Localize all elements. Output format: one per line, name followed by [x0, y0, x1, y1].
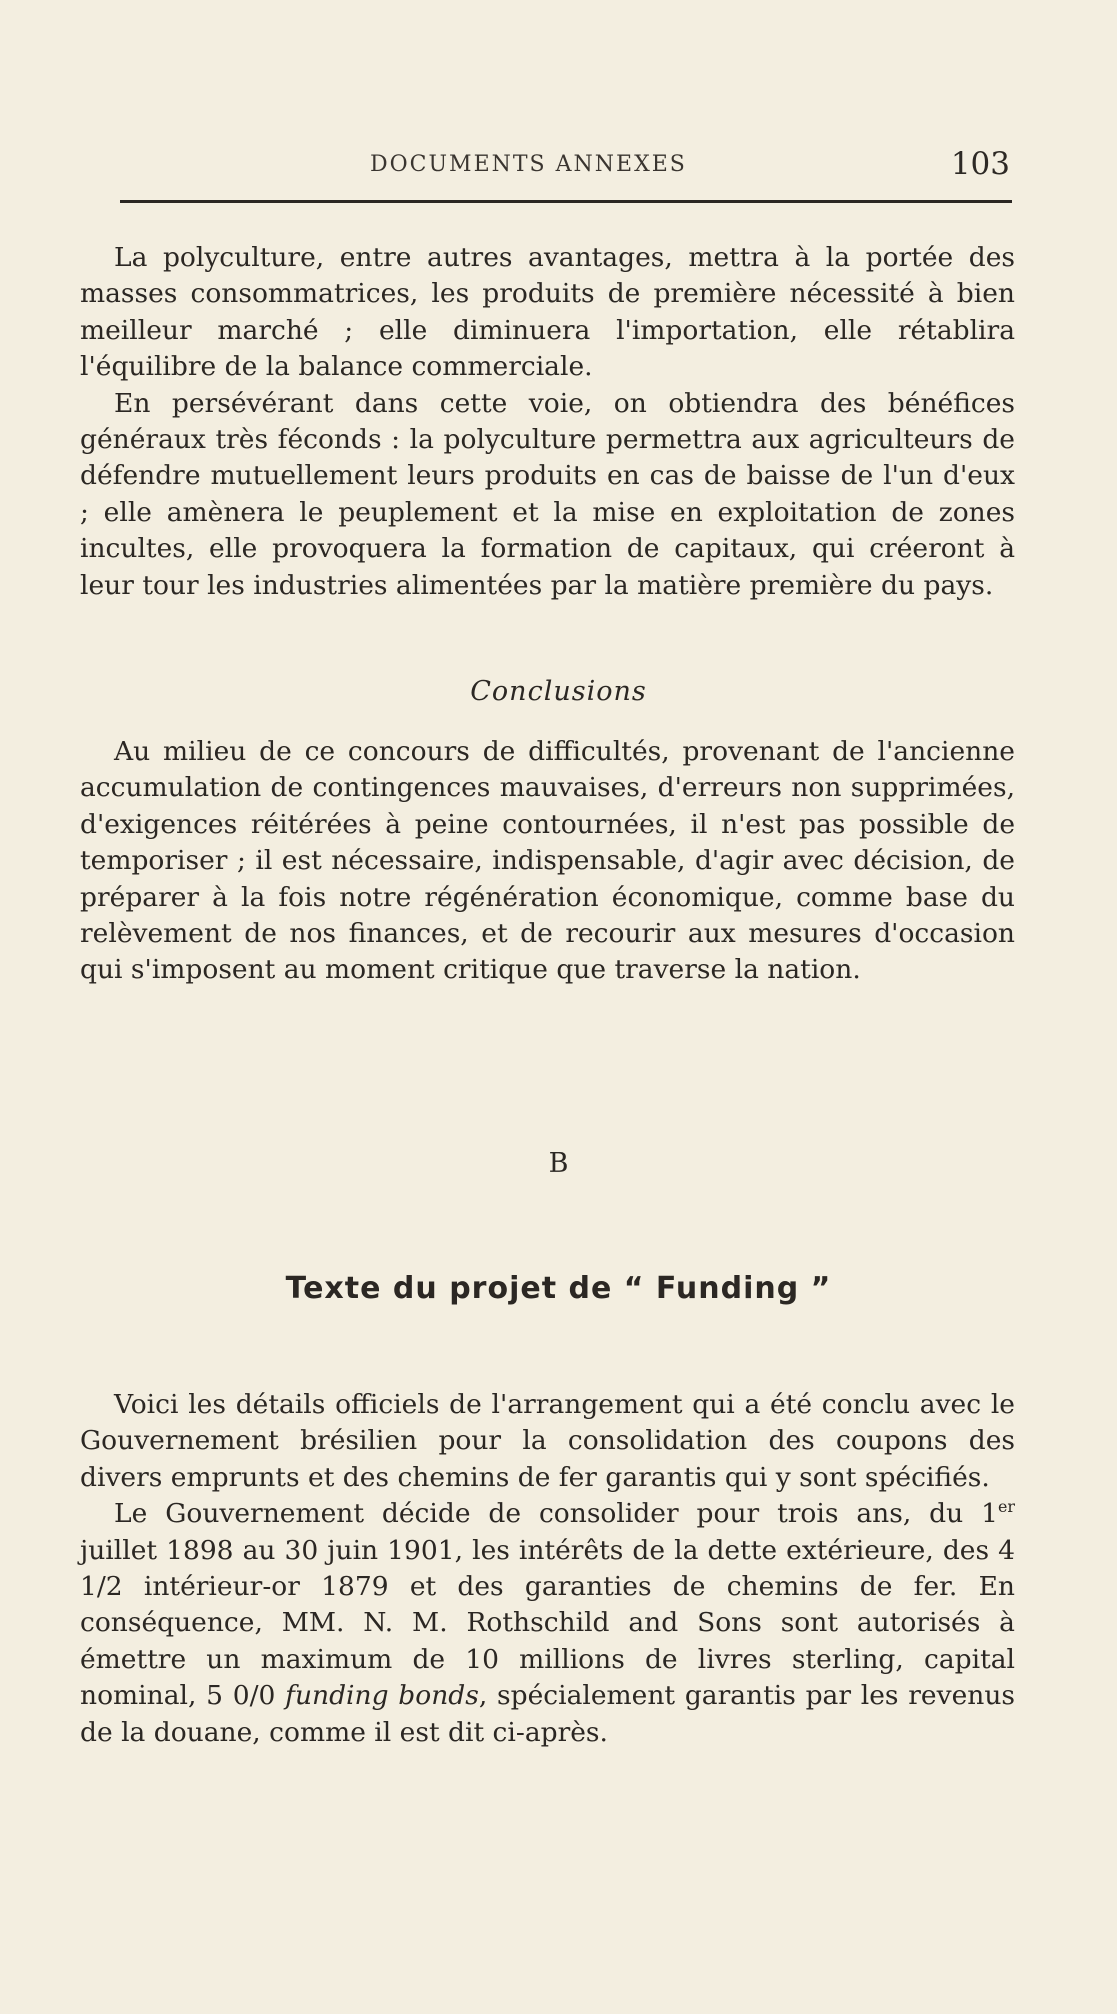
paragraph: Voici les détails officiels de l'arrangement qui a été conclu avec le Gouvernement brésilien pour la consolidation des coupons des divers emprunts et des chemins de fer garantis qui y sont spécifiés.: [80, 1389, 1015, 1493]
running-header: [80, 146, 1020, 190]
conclusions-heading: Conclusions: [470, 676, 647, 707]
section-a-text: [80, 240, 1015, 604]
section-heading: Texte du projet de “ Funding ”: [285, 1271, 832, 1306]
text-run: juillet 1898 au 30 juin 1901, les intérêts de la dette extérieure, des 4 1/2 intérieur-or 1879 et des garanties de chemins de fer. En conséquence, MM. N. M. Rothschild and Sons sont autorisés à émettre un maximum de 10 millions de livres sterling, capital nominal, 5 0/0: [80, 1534, 1015, 1712]
text-run: Le Gouvernement décide de consolider pour trois ans, du 1: [114, 1498, 998, 1530]
paragraph: La polyculture, entre autres avantages, mettra à la portée des masses consommatrices, les produits de première nécessité à bien meilleur marché ; elle diminuera l'importation, elle rétablira l'équilibre de la balance commerciale.: [80, 242, 1015, 383]
text-run: , spécialement garantis par les revenus de la douane, comme il est dit ci-après.: [80, 1680, 1015, 1748]
page-number: 103: [950, 146, 1010, 182]
superscript: er: [997, 1497, 1015, 1517]
paragraph: Au milieu de ce concours de difficultés, provenant de l'ancienne accumulation de contingences mauvaises, d'erreurs non supprimées, d'exigences réitérées à peine contournées, il n'est pas possible de temporiser ; il est nécessaire, indispensable, d'agir avec décision, de préparer à la fois notre régénération économique, comme base du relèvement de nos finances, et de recourir aux mesures d'occasion qui s'imposent au moment critique que traverse la nation.: [80, 736, 1015, 986]
section-b-text: [80, 1387, 1015, 1751]
section-letter: B: [548, 1148, 569, 1179]
paragraph: En persévérant dans cette voie, on obtiendra des bénéfices généraux très féconds : la polyculture permettra aux agriculteurs de défendre mutuellement leurs produits en cas de baisse de l'un d'eux ; elle amènera le peuplement et la mise en exploitation de zones incultes, elle provoquera la formation de capitaux, qui créeront à leur tour les industries alimentées par la matière première du pays.: [80, 387, 1015, 601]
header-rule: [120, 200, 1012, 203]
paragraph: [80, 1496, 1015, 1751]
emphasis: funding bonds: [285, 1680, 479, 1712]
running-title: DOCUMENTS ANNEXES: [370, 152, 687, 177]
conclusions-text: [80, 734, 1015, 989]
